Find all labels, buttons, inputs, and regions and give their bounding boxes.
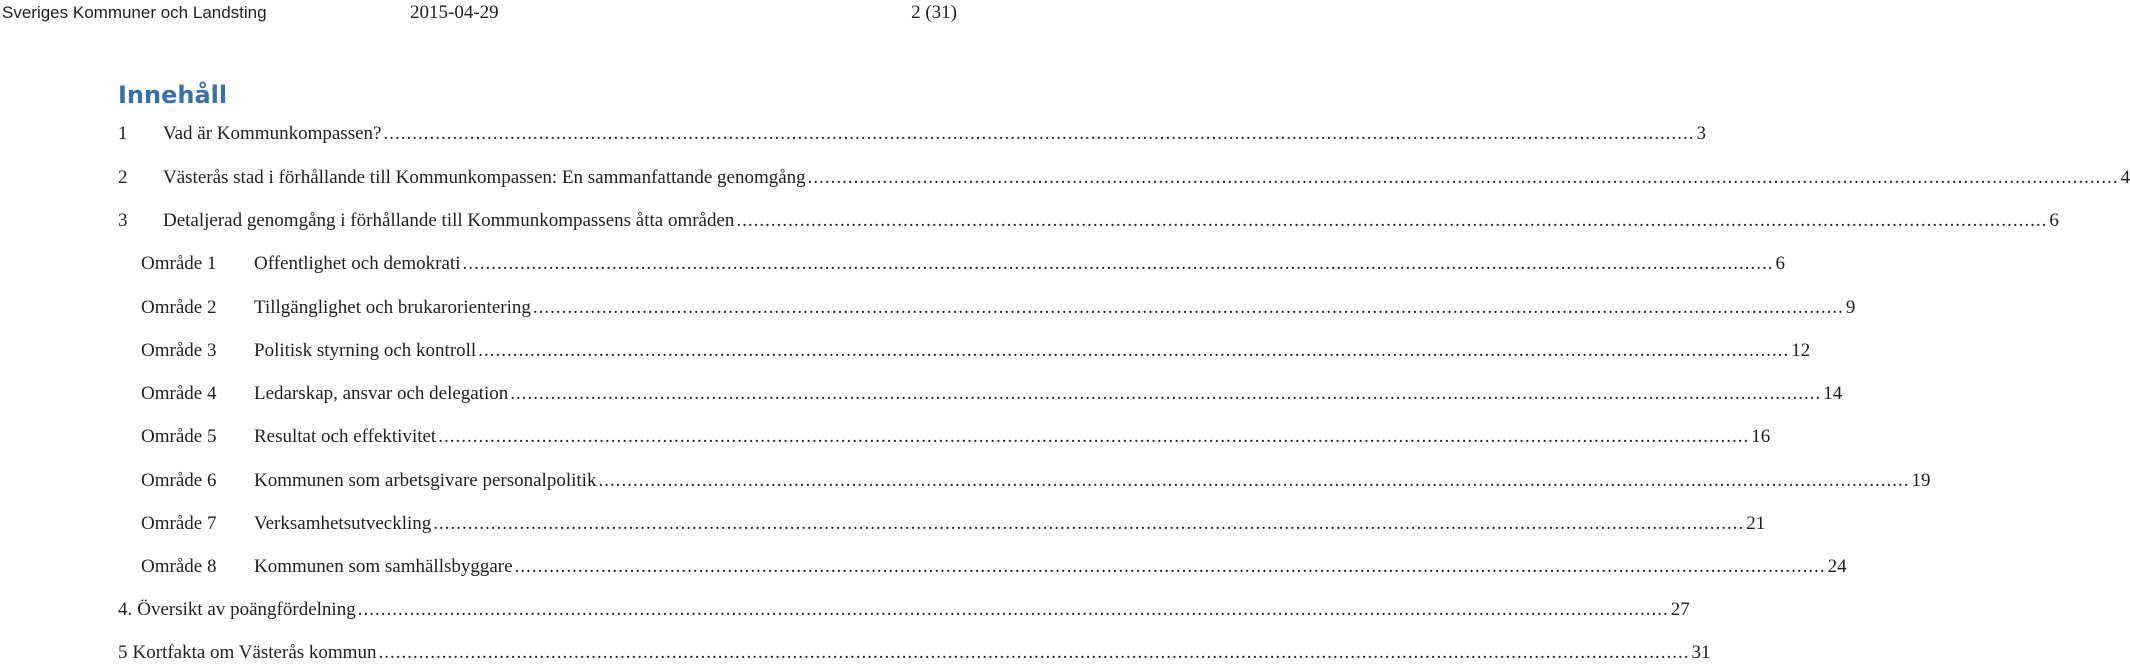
toc-entry[interactable] bbox=[118, 165, 2130, 191]
toc-entry-title: Vad är Kommunkompassen? bbox=[163, 123, 382, 144]
toc-entry-number: Område 4 bbox=[141, 383, 217, 404]
toc-dot-leader bbox=[478, 338, 1789, 364]
toc-entry-title: Kortfakta om Västerås kommun bbox=[132, 642, 377, 663]
toc-entry[interactable] bbox=[118, 597, 1690, 623]
toc-entry-page: 6 bbox=[1775, 253, 1785, 274]
toc-dot-leader bbox=[808, 165, 2119, 191]
toc-entry-number: Område 5 bbox=[141, 426, 217, 447]
toc-entry[interactable] bbox=[118, 121, 1706, 147]
toc-dot-leader bbox=[378, 640, 1689, 666]
toc-entry-page: 21 bbox=[1746, 513, 1766, 534]
toc-entry-number: 3 bbox=[118, 210, 128, 231]
toc-entry-title: Ledarskap, ansvar och delegation bbox=[254, 383, 509, 404]
toc-subentry[interactable] bbox=[141, 424, 1771, 450]
toc-entry-page: 19 bbox=[1911, 470, 1931, 491]
header-date: 2015-04-29 bbox=[410, 2, 499, 23]
header-organization: Sveriges Kommuner och Landsting bbox=[2, 3, 267, 22]
toc-entry-page: 31 bbox=[1691, 642, 1711, 663]
toc-entry-title: Offentlighet och demokrati bbox=[254, 253, 461, 274]
toc-dot-leader bbox=[383, 121, 1694, 147]
toc-entry-page: 3 bbox=[1696, 123, 1706, 144]
toc-dot-leader bbox=[598, 468, 1909, 494]
toc-entry-number: Område 2 bbox=[141, 297, 217, 318]
toc-entry-page: 24 bbox=[1827, 556, 1847, 577]
toc-entry-page: 27 bbox=[1670, 599, 1690, 620]
toc-entry-page: 4 bbox=[2120, 167, 2130, 188]
toc-entry-title: Kommunen som arbetsgivare personalpolitik bbox=[254, 470, 597, 491]
toc-entry-title: Resultat och effektivitet bbox=[254, 426, 437, 447]
toc-dot-leader bbox=[462, 251, 1773, 277]
toc-entry-page: 9 bbox=[1845, 297, 1856, 318]
toc-dot-leader bbox=[515, 554, 1826, 580]
toc-entry-title: Översikt av poängfördelning bbox=[137, 599, 356, 620]
toc-dot-leader bbox=[533, 295, 1844, 321]
toc-subentry[interactable] bbox=[141, 338, 1811, 364]
toc-heading: Innehåll bbox=[118, 81, 228, 109]
toc-dot-leader bbox=[433, 511, 1744, 537]
toc-entry-number: Område 3 bbox=[141, 340, 217, 361]
toc-entry-title: Detaljerad genomgång i förhållande till Kommunkompassens åtta områden bbox=[163, 210, 735, 231]
toc-entry-page: 16 bbox=[1751, 426, 1771, 447]
toc-dot-leader bbox=[736, 208, 2047, 234]
toc-entry-title: Tillgänglighet och brukarorientering bbox=[254, 297, 531, 318]
toc-entry-number: Område 7 bbox=[141, 513, 217, 534]
toc-subentry[interactable] bbox=[141, 381, 1843, 407]
toc-entry-page: 14 bbox=[1823, 383, 1843, 404]
toc-entry-number: Område 1 bbox=[141, 253, 217, 274]
toc-subentry[interactable] bbox=[141, 468, 1931, 494]
toc-entry-number: Område 8 bbox=[141, 556, 217, 577]
header-page-indicator: 2 (31) bbox=[911, 2, 957, 23]
toc-entry-number: 2 bbox=[118, 167, 128, 188]
toc-entry-title: Västerås stad i förhållande till Kommunkompassen: En sammanfattande genomgång bbox=[163, 167, 806, 188]
toc-dot-leader bbox=[438, 424, 1749, 450]
toc-entry-title: Politisk styrning och kontroll bbox=[254, 340, 477, 361]
toc-entry-page: 12 bbox=[1791, 340, 1811, 361]
toc-subentry[interactable] bbox=[141, 295, 1856, 321]
toc-entry-page: 6 bbox=[2049, 210, 2059, 231]
toc-dot-leader bbox=[510, 381, 1821, 407]
toc-entry[interactable] bbox=[118, 208, 2059, 234]
toc-entry-number: 5 bbox=[118, 642, 128, 663]
toc-entry[interactable] bbox=[118, 640, 1711, 666]
toc-entry-number: 1 bbox=[118, 123, 128, 144]
toc-dot-leader bbox=[358, 597, 1669, 623]
toc-subentry[interactable] bbox=[141, 251, 1785, 277]
toc-entry-number: 4. bbox=[118, 599, 133, 620]
toc-subentry[interactable] bbox=[141, 511, 1766, 537]
toc-entry-title: Kommunen som samhällsbyggare bbox=[254, 556, 513, 577]
toc-entry-number: Område 6 bbox=[141, 470, 217, 491]
toc-subentry[interactable] bbox=[141, 554, 1847, 580]
toc-entry-title: Verksamhetsutveckling bbox=[254, 513, 432, 534]
